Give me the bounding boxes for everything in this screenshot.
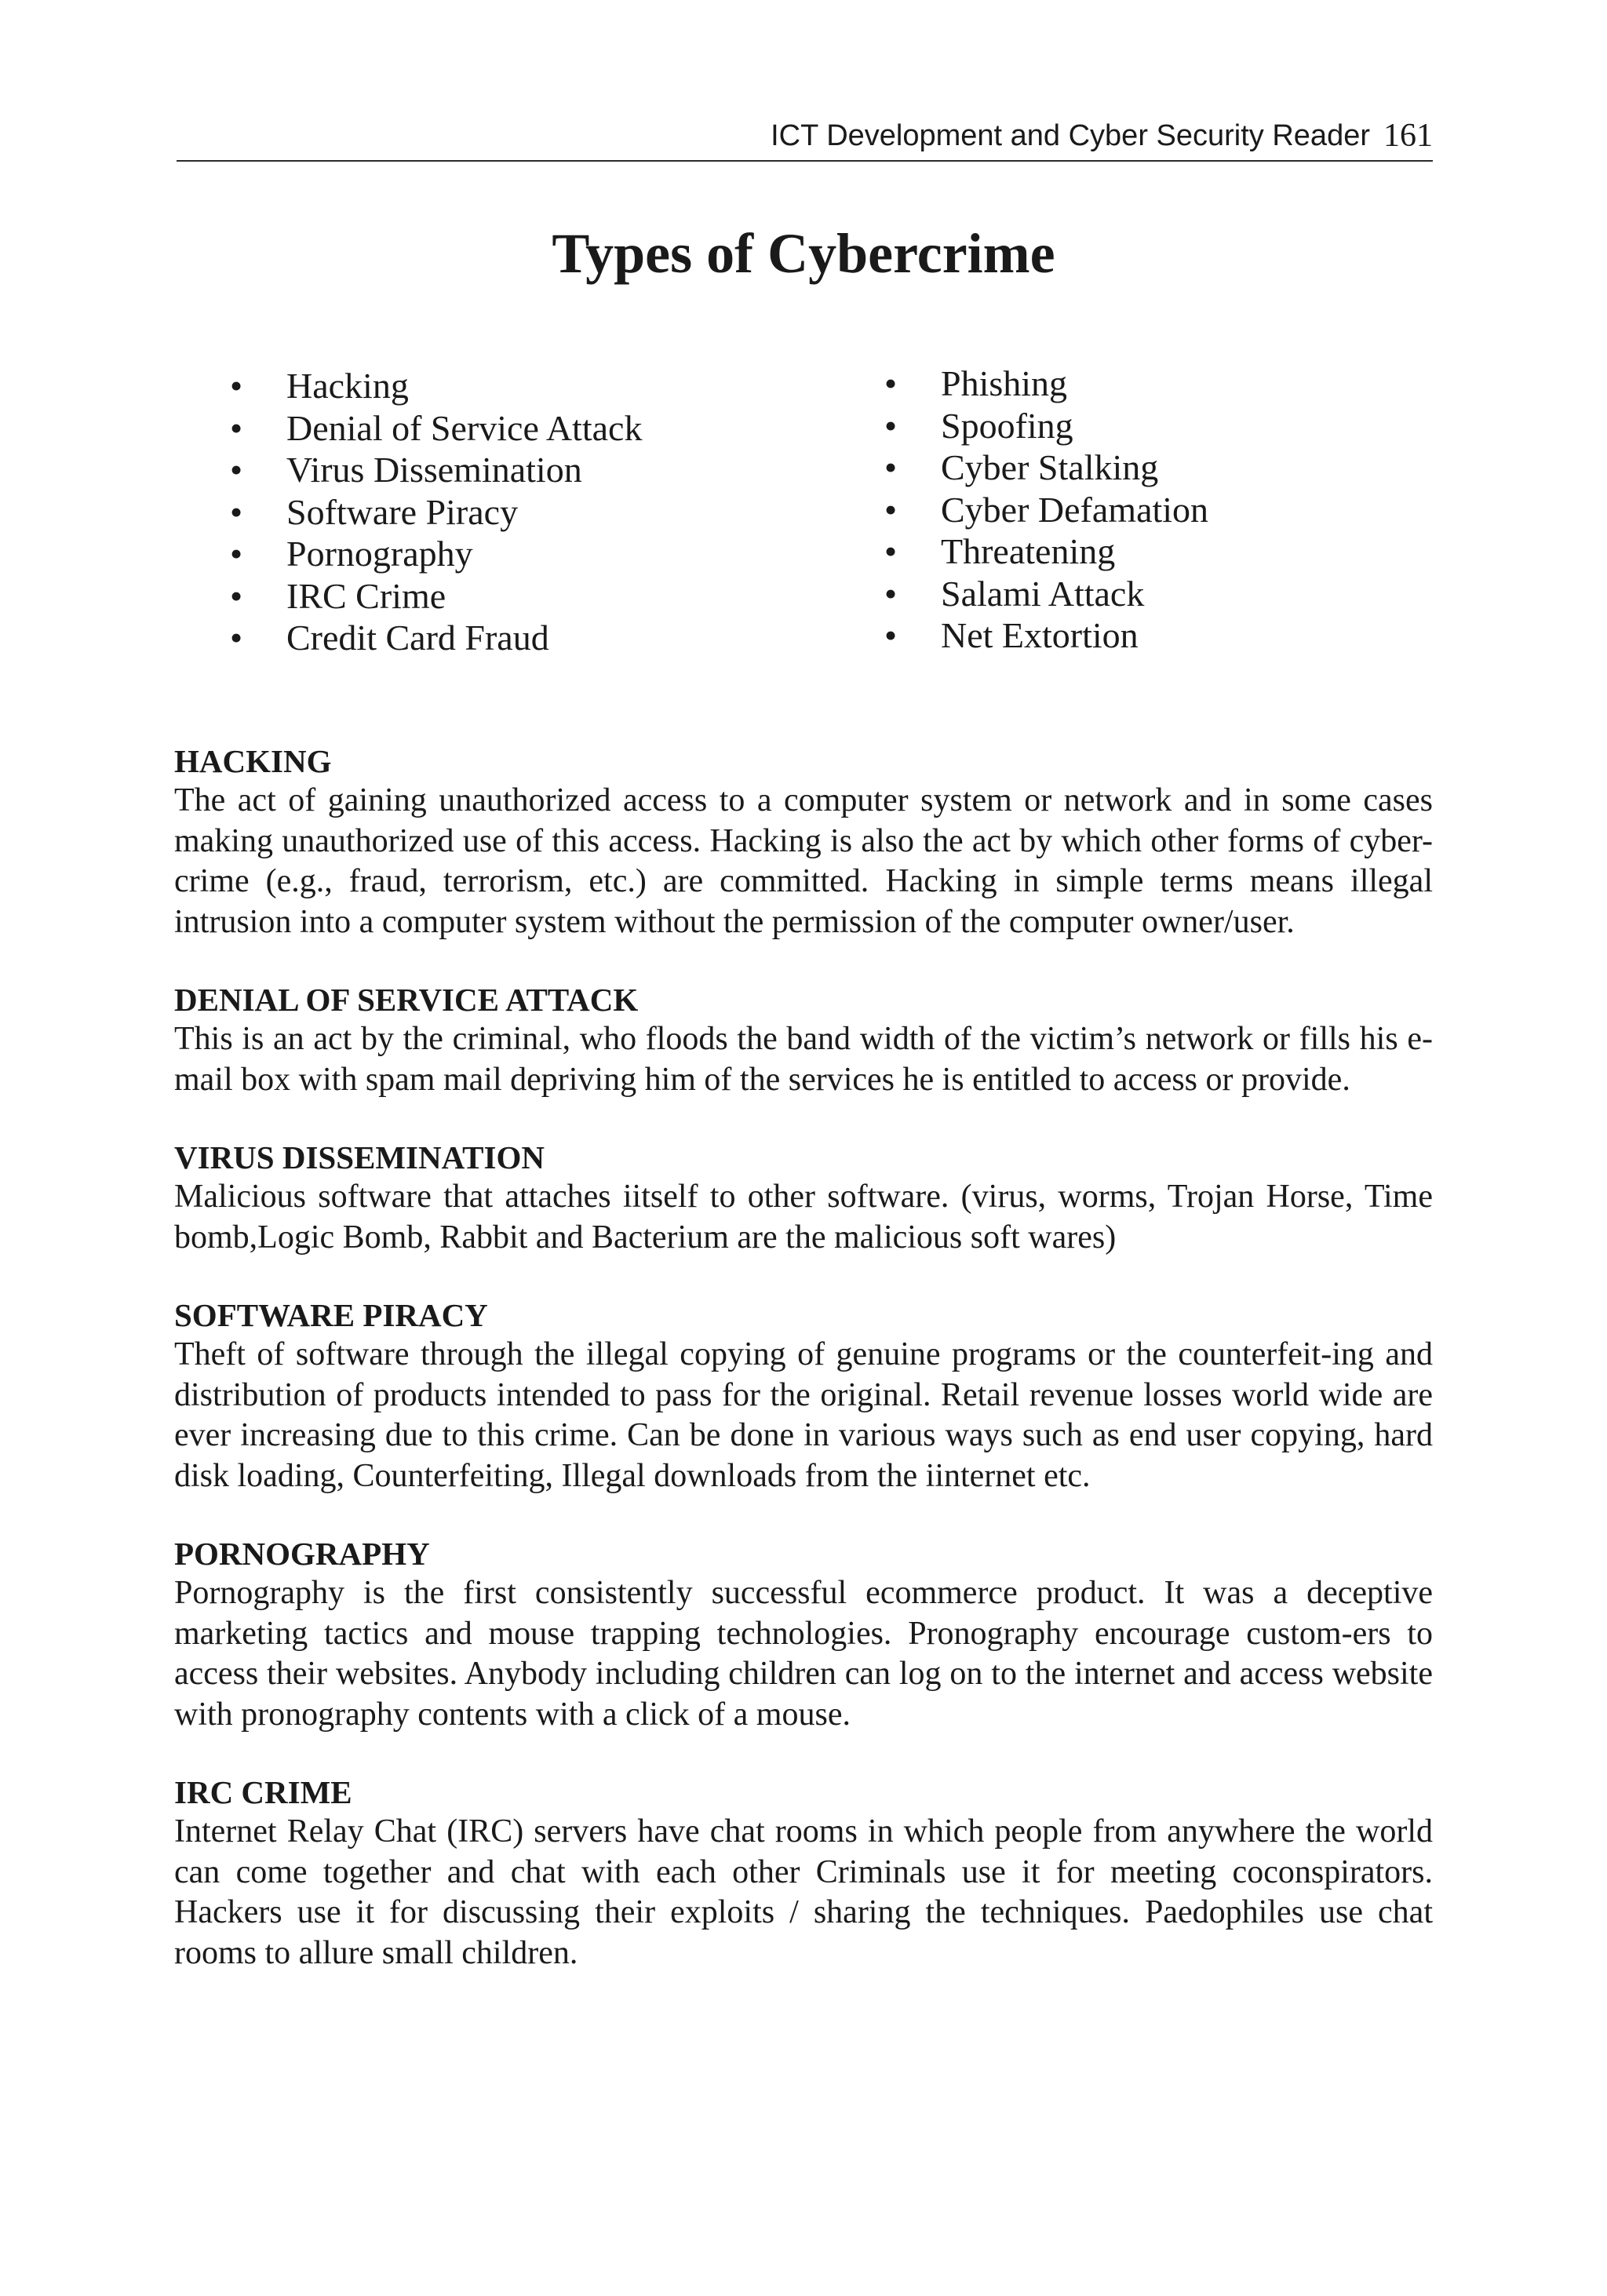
bullet: •: [884, 573, 898, 614]
section-heading: VIRUS DISSEMINATION: [174, 1139, 545, 1175]
list-item: [884, 446, 1208, 489]
list-item: [230, 575, 642, 618]
list-item: [884, 489, 1208, 531]
list-item-label: Cyber Defamation: [941, 489, 1209, 530]
bullet: •: [230, 534, 243, 574]
list-item: [230, 533, 642, 575]
list-item: [230, 491, 642, 534]
list-item: [230, 365, 642, 407]
section-pornography: [174, 1534, 1433, 1735]
list-item-label: Software Piracy: [286, 491, 519, 532]
bullet: •: [884, 405, 898, 446]
list-item: [884, 614, 1208, 657]
list-item-label: Credit Card Fraud: [286, 618, 549, 658]
bullet: •: [884, 531, 898, 571]
bullet: •: [230, 491, 243, 532]
section-paragraph: Theft of software through the illegal copying of genuine programs or the counterfeit-ing and distribution of products intended to pass for the original. Retail revenue losses world wide are ever increasing due to this crime. Can be done in various ways such as end user copying, hard disk loading, Counterfeiting, Illegal downloads from the iinternet etc.: [174, 1336, 1433, 1494]
list-item-label: Pornography: [286, 534, 473, 574]
section-heading: IRC CRIME: [174, 1774, 352, 1810]
bullet: •: [230, 407, 243, 448]
section-heading: DENIAL OF SERVICE ATTACK: [174, 982, 639, 1018]
section-paragraph: Malicious software that attaches iitself to other software. (virus, worms, Trojan Horse, Time bomb,Logic Bomb, Rabbit and Bacterium are the malicious soft wares): [174, 1179, 1433, 1256]
section-heading: PORNOGRAPHY: [174, 1536, 430, 1572]
list-item-label: Net Extortion: [941, 615, 1139, 655]
list-item-label: Spoofing: [941, 405, 1073, 446]
list-item: [230, 617, 642, 659]
list-item-label: Phishing: [941, 363, 1068, 403]
section-paragraph: This is an act by the criminal, who floods the band width of the victim’s network or fills his e-mail box with spam mail depriving him of the services he is entitled to access or provide.: [174, 1021, 1433, 1098]
running-header: [177, 113, 1433, 162]
bullet: •: [230, 618, 243, 658]
running-header-title: ICT Development and Cyber Security Reader: [771, 119, 1370, 152]
page-number: 161: [1383, 118, 1433, 154]
list-item-label: Hacking: [286, 366, 409, 406]
bullet: •: [884, 489, 898, 530]
bullet: •: [884, 615, 898, 655]
list-item-label: Virus Dissemination: [286, 450, 582, 490]
cybercrime-types-list-right: [884, 363, 1208, 657]
list-item: [230, 449, 642, 491]
list-item-label: Denial of Service Attack: [286, 407, 643, 448]
section-irc-crime: [174, 1773, 1433, 1973]
list-item: [884, 405, 1208, 447]
section-virus-dissemination: [174, 1138, 1433, 1258]
section-software-piracy: [174, 1296, 1433, 1496]
section-paragraph: Pornography is the first consistently successful ecommerce product. It was a deceptive marketing tactics and mouse trapping technologies. Pronography encourage custom-ers to access their websites. Anybody including children can log on to the internet and access website with pronography contents with a click of a mouse.: [174, 1575, 1433, 1733]
section-paragraph: Internet Relay Chat (IRC) servers have chat rooms in which people from anywhere the world can come together and chat with each other Criminals use it for meeting coconspirators. Hackers use it for discussing their exploits / sharing the techniques. Paedophiles use chat rooms to allure small children.: [174, 1813, 1433, 1971]
list-item-label: Cyber Stalking: [941, 447, 1159, 487]
list-item: [884, 363, 1208, 405]
list-item: [884, 530, 1208, 573]
list-item-label: IRC Crime: [286, 575, 446, 616]
section-heading: HACKING: [174, 743, 332, 779]
section-denial-of-service: [174, 980, 1433, 1100]
bullet: •: [884, 363, 898, 403]
list-item: [884, 573, 1208, 615]
bullet: •: [230, 575, 243, 616]
bullet: •: [230, 450, 243, 490]
body-sections: [174, 742, 1433, 2011]
list-item-label: Threatening: [941, 531, 1116, 571]
chapter-title: Types of Cybercrime: [552, 222, 1055, 285]
list-item: [230, 407, 642, 450]
section-paragraph: The act of gaining unauthorized access to a computer system or network and in some cases making unauthorized use of this access. Hacking is also the act by which other forms of cyber-crime (e.g., fraud, terrorism, etc.) are committed. Hacking in simple terms means illegal intrusion into a computer system without the permission of the computer owner/user.: [174, 782, 1433, 940]
bullet: •: [230, 366, 243, 406]
section-heading: SOFTWARE PIRACY: [174, 1297, 488, 1333]
bullet: •: [884, 447, 898, 487]
section-hacking: [174, 742, 1433, 942]
list-item-label: Salami Attack: [941, 573, 1145, 614]
cybercrime-types-list-left: [230, 365, 642, 659]
